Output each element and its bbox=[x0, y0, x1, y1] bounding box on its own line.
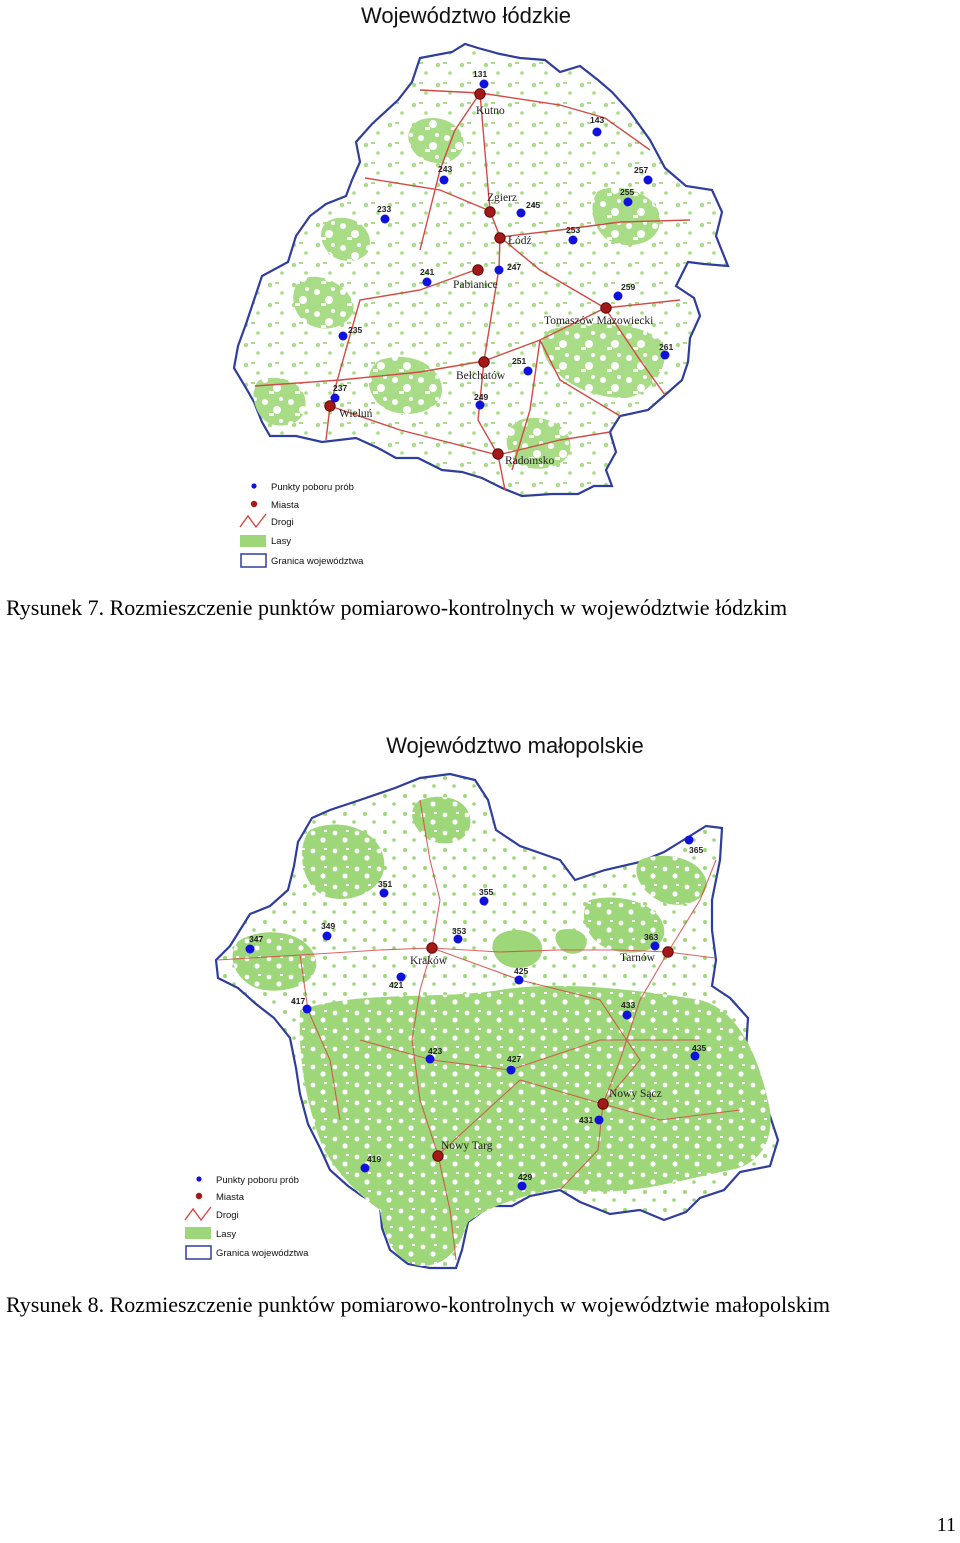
svg-text:Granica województwa: Granica województwa bbox=[271, 556, 364, 567]
svg-text:425: 425 bbox=[514, 966, 529, 976]
svg-text:245: 245 bbox=[526, 200, 541, 210]
map-malopolskie bbox=[0, 720, 960, 1280]
svg-text:435: 435 bbox=[692, 1043, 707, 1053]
svg-text:353: 353 bbox=[452, 926, 467, 936]
svg-text:427: 427 bbox=[507, 1054, 522, 1064]
city-legend-icon bbox=[196, 1193, 202, 1199]
svg-text:Zgierz: Zgierz bbox=[487, 192, 518, 204]
svg-text:Radomsko: Radomsko bbox=[505, 455, 555, 467]
svg-text:243: 243 bbox=[438, 164, 453, 174]
map-malopolskie-canvas bbox=[0, 720, 960, 1280]
legend bbox=[240, 482, 364, 567]
map-lodzkie-canvas bbox=[0, 0, 960, 580]
map-lodzkie bbox=[0, 0, 960, 580]
svg-text:Punkty poboru prób: Punkty poboru prób bbox=[271, 482, 354, 493]
svg-text:419: 419 bbox=[367, 1154, 382, 1164]
map-title: Województwo łódzkie bbox=[361, 3, 571, 28]
svg-text:235: 235 bbox=[348, 325, 363, 335]
svg-text:355: 355 bbox=[479, 887, 494, 897]
svg-text:Bełchatów: Bełchatów bbox=[456, 370, 506, 382]
figure-7-caption: Rysunek 7. Rozmieszczenie punktów pomiarowo-kontrolnych w województwie łódzkim bbox=[6, 595, 788, 620]
svg-text:Kraków: Kraków bbox=[410, 955, 448, 967]
sample-point-legend-icon bbox=[251, 483, 256, 488]
city-legend-icon bbox=[251, 501, 257, 507]
svg-text:Drogi: Drogi bbox=[216, 1210, 239, 1221]
svg-text:Łódź: Łódź bbox=[508, 235, 532, 247]
svg-text:417: 417 bbox=[291, 996, 306, 1006]
svg-text:Tarnów: Tarnów bbox=[620, 952, 655, 964]
sample-point-legend-icon bbox=[196, 1176, 201, 1181]
svg-text:233: 233 bbox=[377, 204, 392, 214]
svg-text:Miasta: Miasta bbox=[216, 1192, 244, 1203]
svg-text:Drogi: Drogi bbox=[271, 517, 294, 528]
svg-text:363: 363 bbox=[644, 932, 659, 942]
svg-text:349: 349 bbox=[321, 921, 336, 931]
svg-text:143: 143 bbox=[590, 115, 605, 125]
border-legend-icon bbox=[241, 554, 266, 567]
svg-text:421: 421 bbox=[389, 980, 404, 990]
road-legend-icon bbox=[240, 514, 266, 527]
svg-text:261: 261 bbox=[659, 342, 674, 352]
svg-text:Pabianice: Pabianice bbox=[453, 279, 498, 291]
sample-point[interactable] bbox=[579, 1115, 604, 1125]
svg-text:Wieluń: Wieluń bbox=[339, 408, 373, 420]
svg-text:Punkty poboru prób: Punkty poboru prób bbox=[216, 1175, 299, 1186]
svg-text:255: 255 bbox=[620, 187, 635, 197]
svg-text:429: 429 bbox=[518, 1172, 533, 1182]
map-title: Województwo małopolskie bbox=[386, 733, 644, 758]
svg-text:253: 253 bbox=[566, 225, 581, 235]
svg-text:Granica województwa: Granica województwa bbox=[216, 1248, 309, 1259]
forest-legend-icon bbox=[185, 1227, 211, 1239]
svg-text:249: 249 bbox=[474, 392, 489, 402]
svg-text:259: 259 bbox=[621, 282, 636, 292]
svg-text:Lasy: Lasy bbox=[216, 1229, 237, 1240]
svg-text:Kutno: Kutno bbox=[476, 105, 505, 117]
svg-text:351: 351 bbox=[378, 879, 393, 889]
svg-text:241: 241 bbox=[420, 267, 435, 277]
svg-text:Tomaszów Mazowiecki: Tomaszów Mazowiecki bbox=[544, 315, 654, 327]
legend bbox=[185, 1175, 309, 1259]
svg-text:Nowy Targ: Nowy Targ bbox=[441, 1140, 493, 1152]
svg-text:Lasy: Lasy bbox=[271, 536, 292, 547]
road-legend-icon bbox=[185, 1207, 211, 1220]
svg-text:433: 433 bbox=[621, 1000, 636, 1010]
page-number: 11 bbox=[936, 1514, 956, 1536]
svg-text:131: 131 bbox=[473, 69, 488, 79]
svg-text:431: 431 bbox=[579, 1115, 594, 1125]
border-legend-icon bbox=[186, 1246, 211, 1259]
svg-text:Miasta: Miasta bbox=[271, 500, 299, 511]
svg-text:251: 251 bbox=[512, 356, 527, 366]
svg-text:247: 247 bbox=[507, 262, 522, 272]
svg-text:237: 237 bbox=[333, 383, 348, 393]
svg-text:423: 423 bbox=[428, 1046, 443, 1056]
svg-text:Nowy Sącz: Nowy Sącz bbox=[609, 1088, 662, 1100]
figure-8-caption: Rysunek 8. Rozmieszczenie punktów pomiarowo-kontrolnych w województwie małopolskim bbox=[6, 1292, 830, 1317]
svg-text:347: 347 bbox=[249, 934, 264, 944]
svg-text:257: 257 bbox=[634, 165, 649, 175]
svg-text:365: 365 bbox=[689, 845, 704, 855]
forest-legend-icon bbox=[240, 535, 266, 547]
